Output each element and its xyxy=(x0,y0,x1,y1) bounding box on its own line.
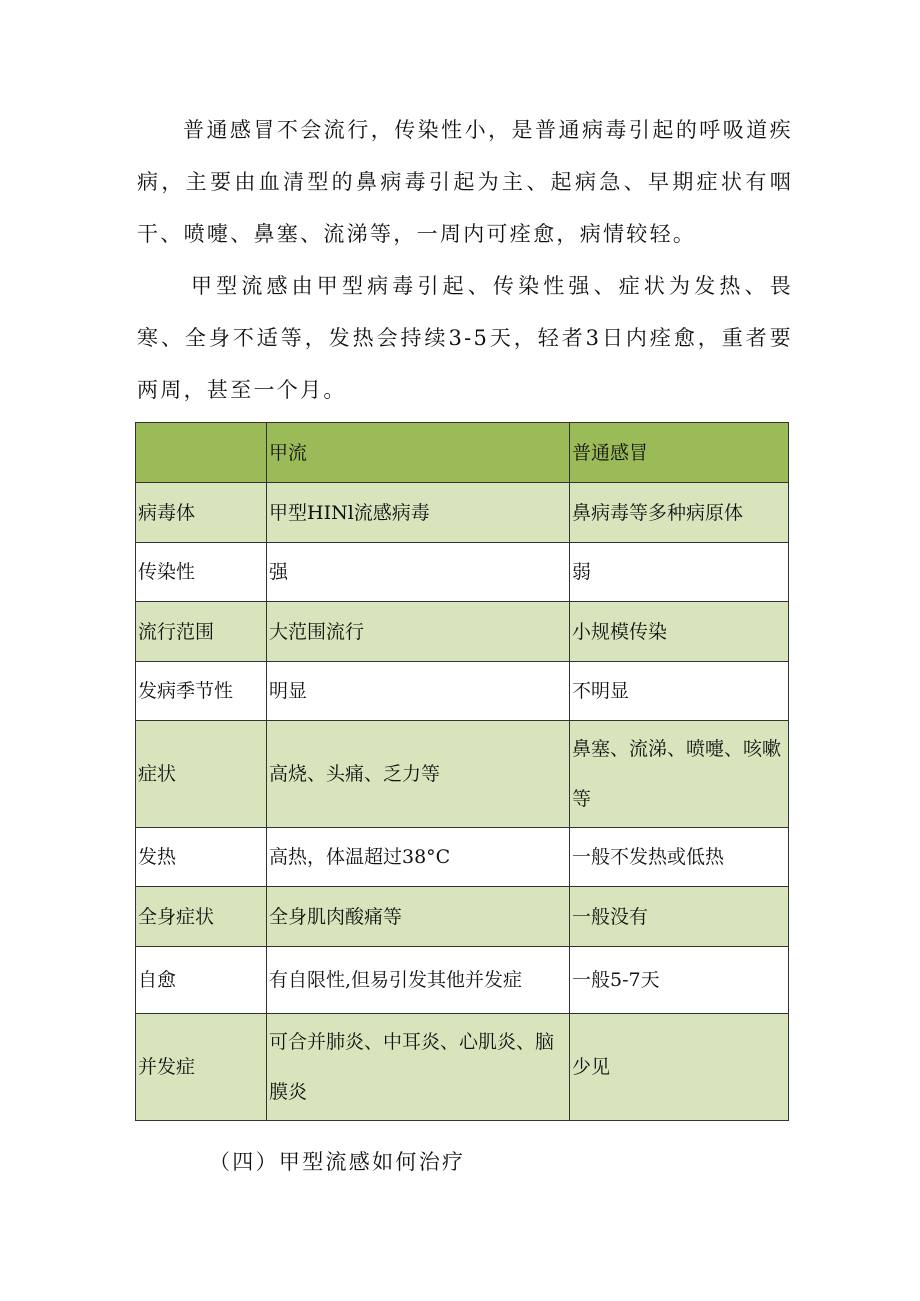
table-row xyxy=(136,543,789,602)
table-cell: 甲型HINl流感病毒 xyxy=(267,483,570,543)
table-cell: 全身肌肉酸痛等 xyxy=(267,887,570,947)
table-row xyxy=(136,828,789,887)
table-cell: 高烧、头痛、乏力等 xyxy=(267,721,570,828)
table-cell: 弱 xyxy=(570,543,789,602)
table-header-cell: 甲流 xyxy=(267,423,570,483)
table-cell: 自愈 xyxy=(136,947,267,1014)
table-cell: 传染性 xyxy=(136,543,267,602)
table-cell: 鼻病毒等多种病原体 xyxy=(570,483,789,543)
table-cell: 少见 xyxy=(570,1014,789,1121)
table-cell: 流行范围 xyxy=(136,602,267,662)
table-header-row xyxy=(136,423,789,483)
table-row xyxy=(136,1014,789,1121)
table-cell: 病毒体 xyxy=(136,483,267,543)
table-cell: 一般5-7天 xyxy=(570,947,789,1014)
paragraph-influenza-a: 甲型流感由甲型病毒引起、传染性强、症状为发热、畏寒、全身不适等，发热会持续3-5天，轻者3日内痊愈，重者要两周，甚至一个月。 xyxy=(137,274,793,402)
table-row xyxy=(136,662,789,721)
paragraph-common-cold: 普通感冒不会流行，传染性小，是普通病毒引起的呼吸道疾病，主要由血清型的鼻病毒引起为主、起病急、早期症状有咽干、喷嚏、鼻塞、流涕等，一周内可痊愈，病情较轻。 xyxy=(137,118,793,246)
table-cell: 明显 xyxy=(267,662,570,721)
table-cell: 小规模传染 xyxy=(570,602,789,662)
table-cell: 高热，体温超过38°C xyxy=(267,828,570,887)
table-cell: 强 xyxy=(267,543,570,602)
table-cell: 全身症状 xyxy=(136,887,267,947)
section-heading: （四）甲型流感如何治疗 xyxy=(209,1150,466,1174)
table-cell: 鼻塞、流涕、喷嚏、咳嗽等 xyxy=(570,721,789,828)
table-cell: 发病季节性 xyxy=(136,662,267,721)
table-cell: 一般没有 xyxy=(570,887,789,947)
table-header-cell xyxy=(136,423,267,483)
table-row xyxy=(136,602,789,662)
table-cell: 并发症 xyxy=(136,1014,267,1121)
comparison-table xyxy=(135,422,789,1121)
table-cell: 大范围流行 xyxy=(267,602,570,662)
table-row xyxy=(136,887,789,947)
table-cell: 症状 xyxy=(136,721,267,828)
table-cell: 一般不发热或低热 xyxy=(570,828,789,887)
table-cell: 不明显 xyxy=(570,662,789,721)
table-cell: 发热 xyxy=(136,828,267,887)
table-row xyxy=(136,721,789,828)
table-header-cell: 普通感冒 xyxy=(570,423,789,483)
table-cell: 可合并肺炎、中耳炎、心肌炎、脑膜炎 xyxy=(267,1014,570,1121)
table-row xyxy=(136,483,789,543)
table-cell: 有自限性,但易引发其他并发症 xyxy=(267,947,570,1014)
table-row xyxy=(136,947,789,1014)
